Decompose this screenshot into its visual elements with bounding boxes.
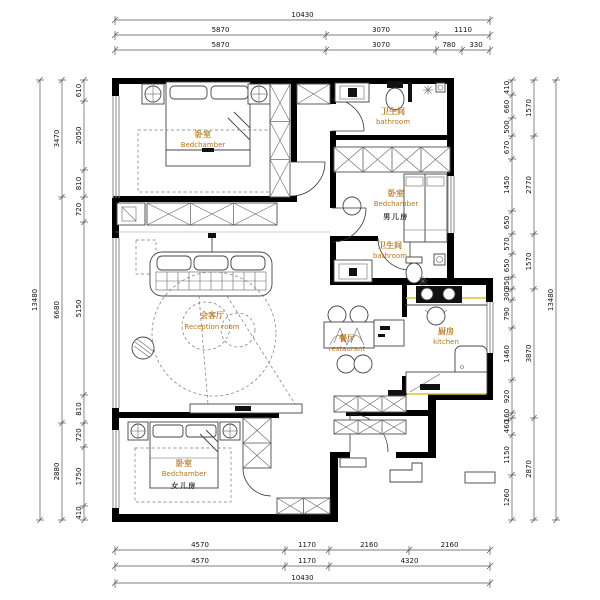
room-label-boys-sub: 男儿房 (383, 213, 409, 221)
bed-icon (404, 174, 447, 242)
stove-icon (416, 286, 462, 303)
dimension-label: 10430 (291, 574, 314, 582)
room-label-reception-en: Reception room (184, 323, 240, 331)
dimension-label: 810 (75, 176, 83, 191)
dimension-label: 2050 (75, 126, 83, 145)
counter-bottom (406, 372, 487, 394)
dimension-label: 1170 (298, 557, 316, 565)
dimension-label: 5870 (211, 26, 230, 34)
dimension-label: 4570 (191, 557, 209, 565)
dimension-label: 1110 (454, 26, 472, 34)
dimension-label: 720 (75, 428, 83, 442)
room-master-bedroom (138, 82, 288, 192)
dimension-label: 4320 (400, 557, 419, 565)
window-girls-left (113, 430, 119, 508)
floor-drain-icon (434, 254, 445, 265)
bed-icon (150, 422, 218, 488)
room-label-girls-en: Bedchamber (161, 470, 207, 478)
room-label-girls-zh: 卧室 (176, 459, 192, 468)
bed-icon (166, 82, 250, 166)
door-bathroom-top (332, 99, 364, 131)
dimension-label: 790 (503, 307, 511, 321)
room-reception (115, 232, 330, 413)
room-bathroom-middle (334, 240, 445, 283)
toilet-icon (406, 257, 422, 283)
dimension-label: 570 (503, 237, 511, 251)
dimension-label: 410 (503, 80, 511, 95)
cabinet-x-unit (334, 420, 406, 434)
dimension-label: 780 (442, 41, 456, 49)
cabinet-x-unit (277, 498, 330, 514)
chair-icon (350, 306, 368, 324)
vanity-sink-icon (335, 83, 369, 102)
tv-icon (190, 404, 302, 413)
cabinet-x-unit (243, 418, 271, 468)
room-bathroom-top (335, 81, 445, 126)
dimension-label: 5870 (211, 41, 230, 49)
room-label-dining-zh: 餐厅 (339, 334, 355, 343)
dimension-label: 1460 (503, 345, 511, 363)
dimension-label: 13480 (547, 288, 555, 312)
dimension-label: 330 (469, 41, 483, 49)
window-kitchen-right (487, 302, 493, 353)
dimension-label: 1750 (75, 467, 83, 486)
dimension-label: 810 (75, 402, 83, 416)
dimension-label: 2870 (525, 460, 533, 478)
dimension-label: 2160 (440, 541, 459, 549)
room-label-boys-zh: 卧室 (388, 189, 404, 198)
dimension-label: 610 (75, 83, 83, 98)
dimension-label: 3070 (372, 26, 390, 34)
door-master-bedroom (291, 162, 325, 196)
dimension-label: 2770 (525, 176, 533, 194)
dimension-label: 1570 (525, 252, 533, 271)
room-label-dining-en: restaurant (328, 345, 366, 353)
room-label-bath2-zh: 卫生间 (378, 241, 402, 250)
room-dining (324, 306, 404, 373)
dimension-label: 720 (75, 202, 83, 217)
dimension-label: 650 (503, 215, 511, 230)
entry-step (340, 458, 366, 467)
room-label-bath2-en: bathroom (372, 252, 408, 260)
dimension-label: 1170 (298, 541, 316, 549)
dimension-label: 410 (75, 506, 83, 520)
dimension-label: 350 (503, 276, 511, 290)
dimension-label: 500 (503, 120, 511, 134)
dimension-label: 160 (503, 408, 511, 423)
dimension-label: 5150 (75, 299, 83, 318)
dimension-label: 460 (503, 419, 511, 434)
dimension-label: 300 (503, 287, 511, 302)
sofa-icon (150, 252, 272, 296)
room-label-master-zh: 卧室 (195, 130, 211, 139)
dimension-label: 1570 (525, 99, 533, 117)
pendant-lamp-icon (208, 233, 216, 253)
bench-icon (390, 463, 422, 482)
room-girls-bedroom (128, 422, 240, 502)
hall-unit (117, 203, 145, 225)
cabinet-x-unit (334, 396, 406, 412)
chair-icon (328, 306, 346, 324)
dimension-label: 3470 (53, 129, 61, 148)
outdoor-unit-icon (465, 472, 495, 483)
room-label-bath1-zh: 卫生间 (381, 107, 405, 116)
room-label-bath1-en: bathroom (375, 118, 411, 126)
dimension-label: 1260 (503, 488, 511, 507)
dimension-label: 920 (503, 389, 511, 404)
cabinet-x-unit (147, 203, 277, 225)
shower-symbol (423, 85, 433, 95)
room-label-master-en: Bedchamber (180, 141, 226, 149)
dimension-label: 2880 (53, 462, 61, 481)
dimension-label: 2160 (360, 541, 378, 549)
dimension-label: 1150 (503, 446, 511, 464)
sideboard-icon (374, 320, 404, 346)
floor-drain-icon (436, 83, 445, 92)
chair-icon (337, 355, 355, 373)
cabinet-x-unit (270, 84, 290, 197)
dimension-label: 1450 (503, 176, 511, 194)
dimension-label: 13480 (31, 288, 39, 312)
stool-icon (132, 337, 154, 359)
cabinet-x-unit (297, 84, 330, 104)
stool-icon (343, 197, 361, 215)
room-label-kitchen-zh: 厨房 (438, 327, 454, 336)
chair-icon (354, 355, 372, 373)
sink-wok-icon (425, 307, 447, 325)
room-label-kitchen-en: kitchen (433, 338, 459, 346)
dimension-label: 670 (503, 140, 511, 155)
cabinet-x-unit (334, 147, 450, 172)
window-boys-right (448, 176, 454, 233)
room-label-reception-zh: 会客厅 (200, 311, 224, 320)
window-master-left (113, 96, 119, 198)
room-label-girls-sub: 女儿房 (171, 482, 197, 490)
dimension-label: 660 (503, 99, 511, 114)
door-girls-bedroom (243, 468, 271, 496)
dimension-label: 10430 (291, 11, 314, 19)
room-label-boys-en: Bedchamber (373, 200, 419, 208)
window-reception-left (113, 238, 119, 408)
vanity-sink-icon (334, 260, 372, 282)
dimension-label: 3070 (372, 41, 390, 49)
dimension-label: 3870 (525, 344, 533, 363)
dimension-label: 6680 (53, 301, 61, 319)
room-kitchen (405, 276, 487, 394)
light-symbol (418, 276, 428, 286)
dimension-label: 650 (503, 258, 511, 273)
dimension-label: 4570 (191, 541, 209, 549)
toilet-icon (386, 81, 404, 110)
